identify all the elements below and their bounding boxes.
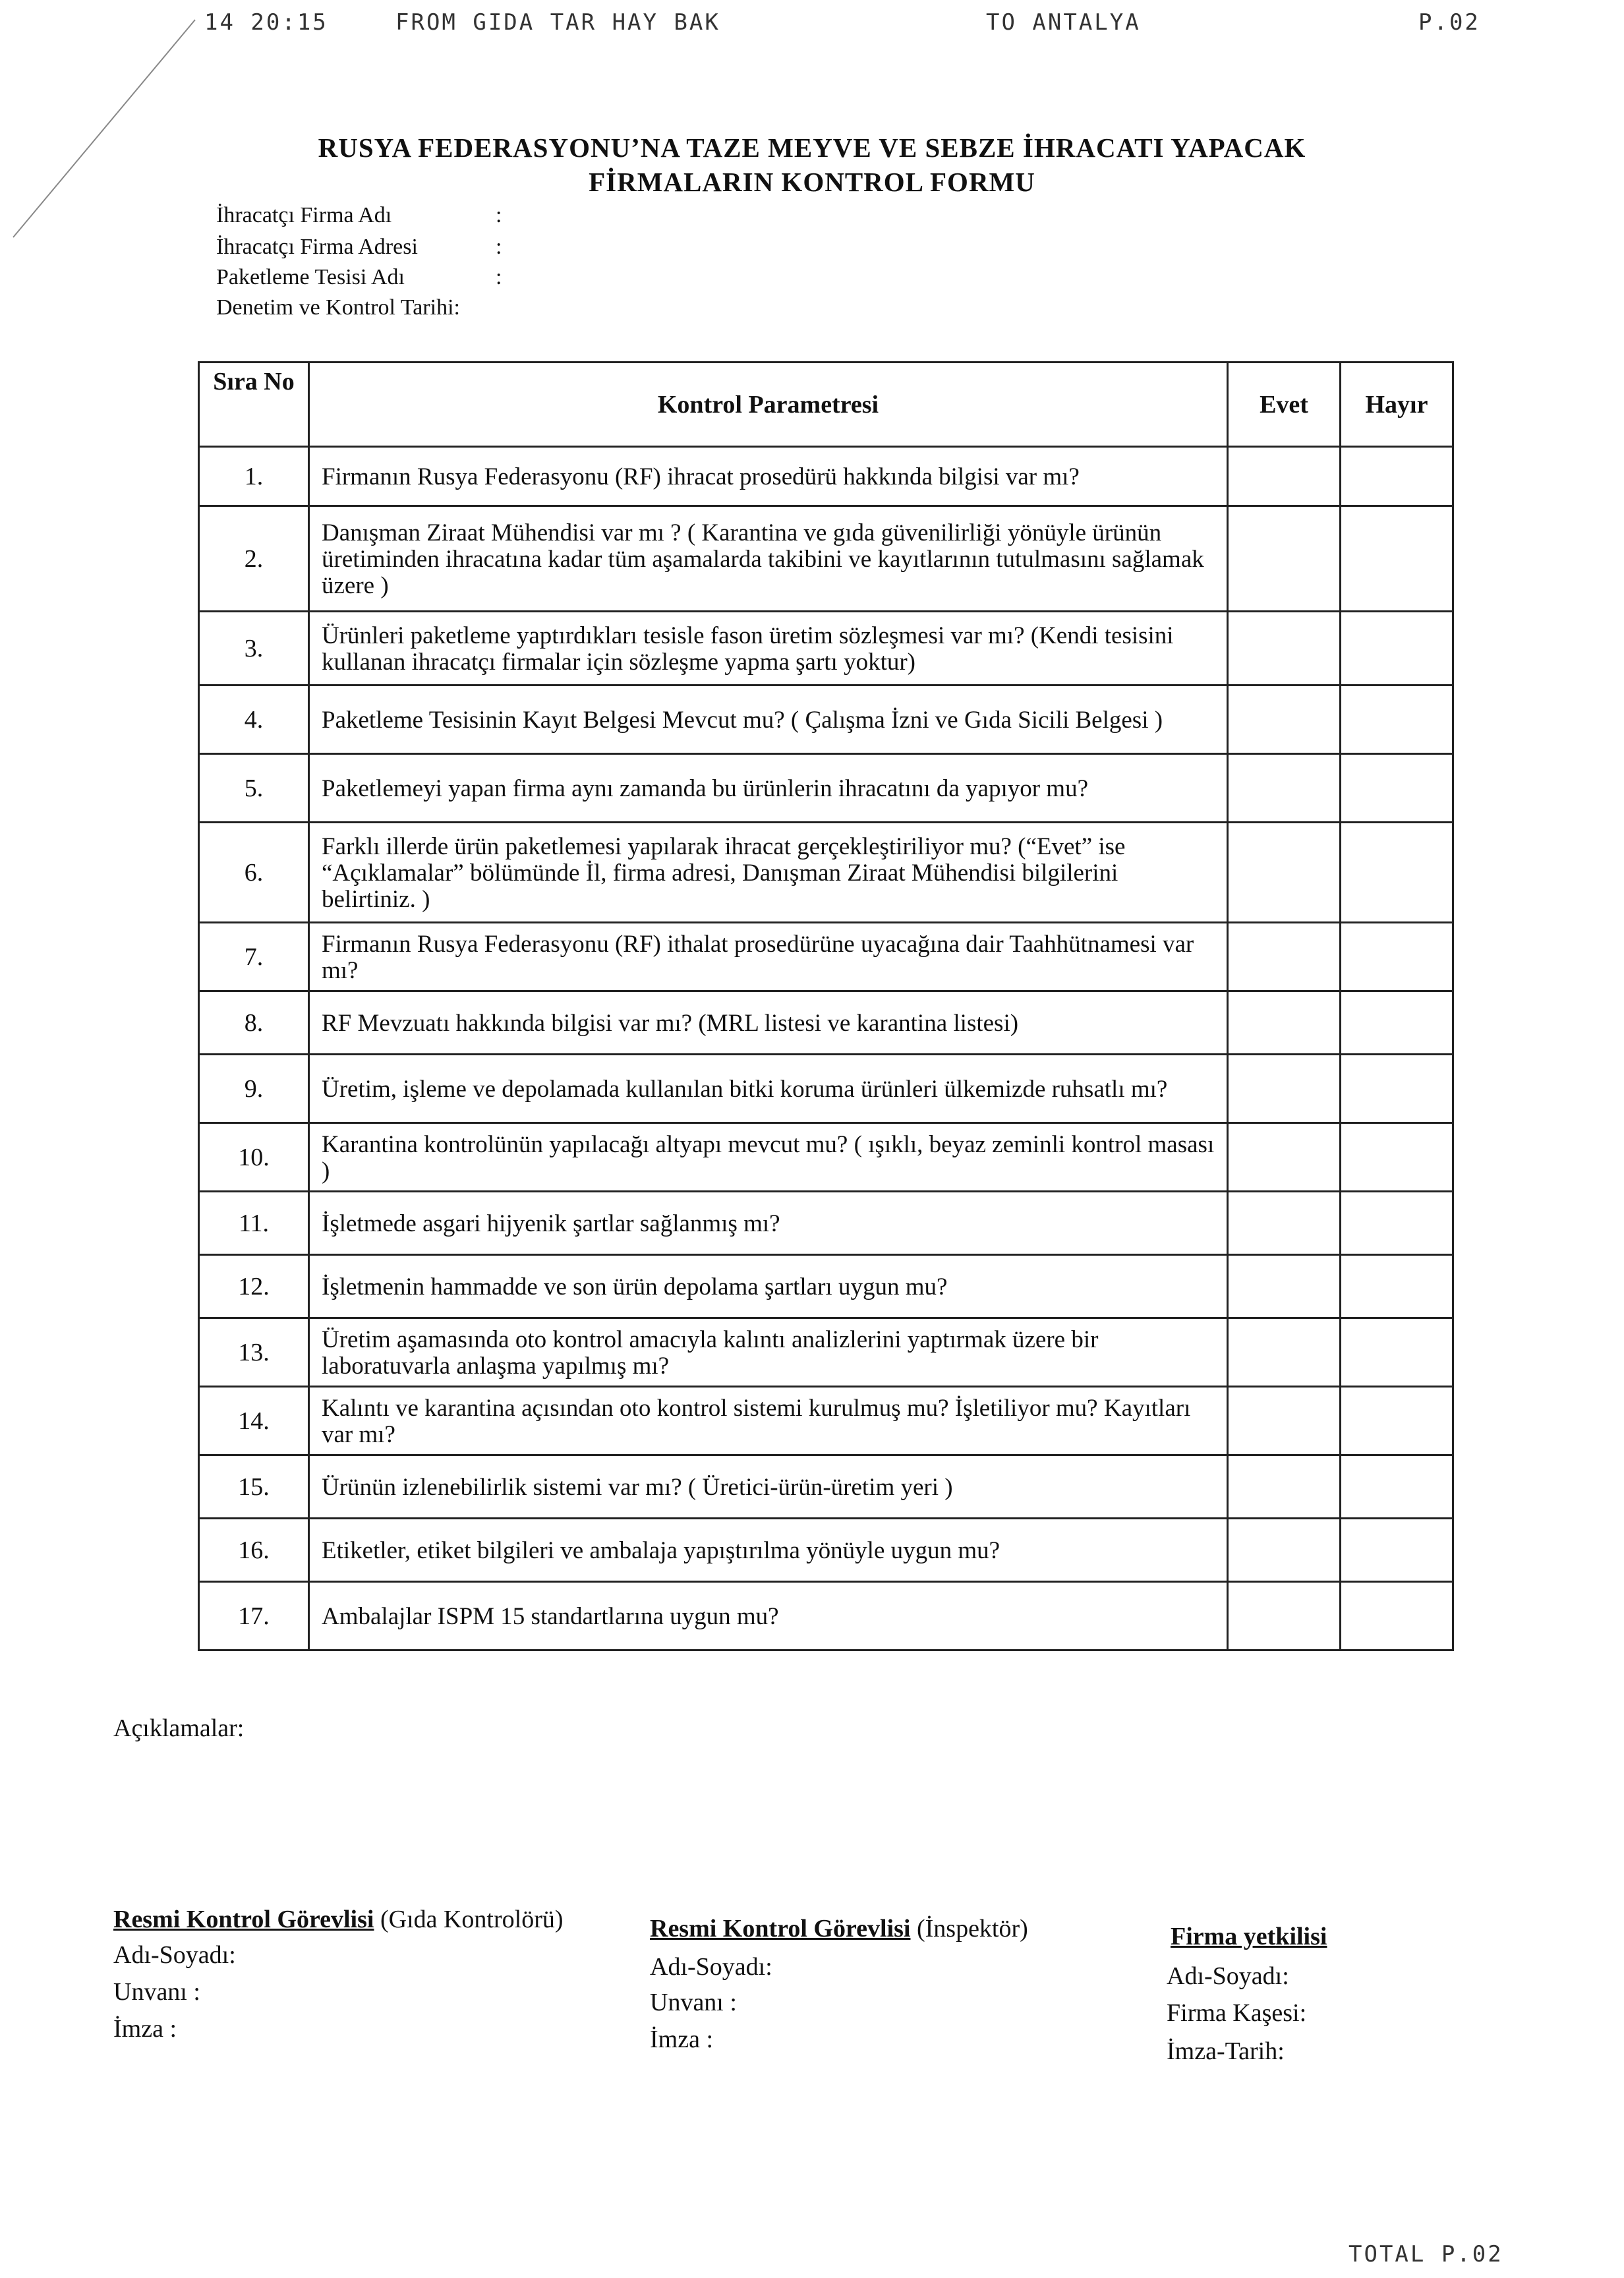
packaging-facility-colon: :: [496, 265, 502, 289]
row-parameter: Paketleme Tesisinin Kayıt Belgesi Mevcut mu? ( Çalışma İzni ve Gıda Sicili Belgesi ): [309, 686, 1228, 754]
row-number: 16.: [199, 1519, 309, 1582]
table-row: [199, 1582, 1453, 1650]
signature-title: Firma yetkilisi: [1171, 1923, 1327, 1950]
row-parameter: Etiketler, etiket bilgileri ve ambalaja yapıştırılma yönüyle uygun mu?: [309, 1519, 1228, 1582]
company-stamp-label: Firma Kaşesi:: [1167, 1999, 1307, 2027]
table-header-row: [199, 363, 1453, 447]
form-title-line1: RUSYA FEDERASYONU’NA TAZE MEYVE VE SEBZE İHRACATI YAPACAK: [318, 132, 1306, 163]
no-cell[interactable]: [1341, 823, 1453, 923]
yes-cell[interactable]: [1228, 1318, 1341, 1387]
table-row: [199, 1519, 1453, 1582]
row-parameter: Firmanın Rusya Federasyonu (RF) ihracat prosedürü hakkında bilgisi var mı?: [309, 447, 1228, 506]
row-parameter: İşletmenin hammadde ve son ürün depolama şartları uygun mu?: [309, 1255, 1228, 1318]
exporter-address-label: İhracatçı Firma Adresi: [216, 235, 418, 259]
no-cell[interactable]: [1341, 1582, 1453, 1650]
signature-title: Resmi Kontrol Görevlisi: [113, 1906, 374, 1933]
row-number: 5.: [199, 754, 309, 823]
name-surname-label: Adı-Soyadı:: [1167, 1962, 1289, 1990]
exporter-address-colon: :: [496, 235, 502, 259]
row-number: 7.: [199, 923, 309, 991]
title-label: Unvanı :: [113, 1978, 200, 2006]
table-row: [199, 1318, 1453, 1387]
no-cell[interactable]: [1341, 447, 1453, 506]
col-header-no-answer: Hayır: [1341, 363, 1453, 447]
row-number: 1.: [199, 447, 309, 506]
no-cell[interactable]: [1341, 1387, 1453, 1455]
col-header-param: Kontrol Parametresi: [309, 363, 1228, 447]
row-parameter: Ambalajlar ISPM 15 standartlarına uygun mu?: [309, 1582, 1228, 1650]
remarks-label: Açıklamalar:: [113, 1714, 245, 1742]
table-row: [199, 506, 1453, 612]
yes-cell[interactable]: [1228, 991, 1341, 1055]
no-cell[interactable]: [1341, 612, 1453, 686]
name-surname-label: Adı-Soyadı:: [650, 1953, 772, 1981]
no-cell[interactable]: [1341, 1255, 1453, 1318]
fax-to: TO ANTALYA: [986, 9, 1141, 36]
row-number: 4.: [199, 686, 309, 754]
yes-cell[interactable]: [1228, 612, 1341, 686]
title-label: Unvanı :: [650, 1989, 737, 2016]
row-parameter: Firmanın Rusya Federasyonu (RF) ithalat prosedürüne uyacağına dair Taahhütnamesi var mı?: [309, 923, 1228, 991]
row-parameter: İşletmede asgari hijyenik şartlar sağlanmış mı?: [309, 1192, 1228, 1255]
fax-page: P.02: [1418, 9, 1480, 36]
control-checklist-table: [198, 361, 1454, 1651]
row-parameter: Paketlemeyi yapan firma aynı zamanda bu ürünlerin ihracatını da yapıyor mu?: [309, 754, 1228, 823]
signature-label: İmza :: [650, 2026, 714, 2053]
yes-cell[interactable]: [1228, 686, 1341, 754]
fax-from: FROM GIDA TAR HAY BAK: [395, 9, 720, 36]
table-row: [199, 1055, 1453, 1123]
row-parameter: RF Mevzuatı hakkında bilgisi var mı? (MRL listesi ve karantina listesi): [309, 991, 1228, 1055]
table-row: [199, 754, 1453, 823]
row-number: 11.: [199, 1192, 309, 1255]
no-cell[interactable]: [1341, 1055, 1453, 1123]
row-number: 2.: [199, 506, 309, 612]
signature-subtitle: (Gıda Kontrolörü): [374, 1906, 564, 1933]
name-surname-label: Adı-Soyadı:: [113, 1941, 236, 1969]
scan-artifact-line: [0, 0, 224, 250]
table-row: [199, 991, 1453, 1055]
yes-cell[interactable]: [1228, 447, 1341, 506]
table-row: [199, 1255, 1453, 1318]
yes-cell[interactable]: [1228, 1387, 1341, 1455]
no-cell[interactable]: [1341, 1123, 1453, 1192]
no-cell[interactable]: [1341, 1318, 1453, 1387]
yes-cell[interactable]: [1228, 1055, 1341, 1123]
table-row: [199, 447, 1453, 506]
row-number: 10.: [199, 1123, 309, 1192]
row-number: 17.: [199, 1582, 309, 1650]
exporter-name-colon: :: [496, 203, 502, 227]
yes-cell[interactable]: [1228, 1519, 1341, 1582]
yes-cell[interactable]: [1228, 923, 1341, 991]
row-parameter: Üretim, işleme ve depolamada kullanılan bitki koruma ürünleri ülkemizde ruhsatlı mı?: [309, 1055, 1228, 1123]
row-parameter: Üretim aşamasında oto kontrol amacıyla kalıntı analizlerini yaptırmak üzere bir laboratuvarla anlaşma yapılmış mı?: [309, 1318, 1228, 1387]
signature-title: Resmi Kontrol Görevlisi: [650, 1915, 911, 1942]
row-parameter: Danışman Ziraat Mühendisi var mı ? ( Karantina ve gıda güvenilirliği yönüyle ürünün üretiminden ihracatına kadar tüm aşamalarda takibini ve kayıtlarının tutulmasını sağlamak üzere ): [309, 506, 1228, 612]
no-cell[interactable]: [1341, 1192, 1453, 1255]
row-number: 14.: [199, 1387, 309, 1455]
row-number: 6.: [199, 823, 309, 923]
no-cell[interactable]: [1341, 1455, 1453, 1519]
table-row: [199, 923, 1453, 991]
yes-cell[interactable]: [1228, 506, 1341, 612]
row-number: 15.: [199, 1455, 309, 1519]
signature-date-label: İmza-Tarih:: [1167, 2037, 1285, 2065]
yes-cell[interactable]: [1228, 1192, 1341, 1255]
no-cell[interactable]: [1341, 506, 1453, 612]
row-number: 13.: [199, 1318, 309, 1387]
inspection-date-label: Denetim ve Kontrol Tarihi:: [216, 295, 460, 320]
table-row: [199, 686, 1453, 754]
no-cell[interactable]: [1341, 991, 1453, 1055]
table-row: [199, 1192, 1453, 1255]
row-number: 9.: [199, 1055, 309, 1123]
no-cell[interactable]: [1341, 686, 1453, 754]
no-cell[interactable]: [1341, 754, 1453, 823]
fax-total: TOTAL P.02: [1348, 2241, 1503, 2267]
yes-cell[interactable]: [1228, 1123, 1341, 1192]
row-parameter: Ürünün izlenebilirlik sistemi var mı? ( Üretici-ürün-üretim yeri ): [309, 1455, 1228, 1519]
table-row: [199, 612, 1453, 686]
form-title-line2: FİRMALARIN KONTROL FORMU: [589, 167, 1035, 197]
exporter-name-label: İhracatçı Firma Adı: [216, 203, 392, 227]
col-header-no: Sıra No: [199, 363, 309, 447]
yes-cell[interactable]: [1228, 1455, 1341, 1519]
row-parameter: Karantina kontrolünün yapılacağı altyapı mevcut mu? ( ışıklı, beyaz zeminli kontrol masası ): [309, 1123, 1228, 1192]
row-parameter: Kalıntı ve karantina açısından oto kontrol sistemi kurulmuş mu? İşletiliyor mu? Kayıtları var mı?: [309, 1387, 1228, 1455]
col-header-yes: Evet: [1228, 363, 1341, 447]
yes-cell[interactable]: [1228, 1255, 1341, 1318]
row-number: 3.: [199, 612, 309, 686]
yes-cell[interactable]: [1228, 1582, 1341, 1650]
yes-cell[interactable]: [1228, 754, 1341, 823]
fax-datetime: 14 20:15: [204, 9, 328, 36]
table-row: [199, 1123, 1453, 1192]
packaging-facility-label: Paketleme Tesisi Adı: [216, 265, 405, 289]
yes-cell[interactable]: [1228, 823, 1341, 923]
row-parameter: Farklı illerde ürün paketlemesi yapılarak ihracat gerçekleştiriliyor mu? (“Evet” ise “Açıklamalar” bölümünde İl, firma adresi, Danışman Ziraat Mühendisi bilgilerini belirtiniz. ): [309, 823, 1228, 923]
table-row: [199, 823, 1453, 923]
row-number: 8.: [199, 991, 309, 1055]
signature-subtitle: (İnspektör): [910, 1915, 1028, 1942]
signature-label: İmza :: [113, 2015, 177, 2043]
no-cell[interactable]: [1341, 1519, 1453, 1582]
table-row: [199, 1387, 1453, 1455]
no-cell[interactable]: [1341, 923, 1453, 991]
row-parameter: Ürünleri paketleme yaptırdıkları tesisle fason üretim sözleşmesi var mı? (Kendi tesisini kullanan ihracatçı firmalar için sözleşme yapma şartı yoktur): [309, 612, 1228, 686]
row-number: 12.: [199, 1255, 309, 1318]
table-row: [199, 1455, 1453, 1519]
